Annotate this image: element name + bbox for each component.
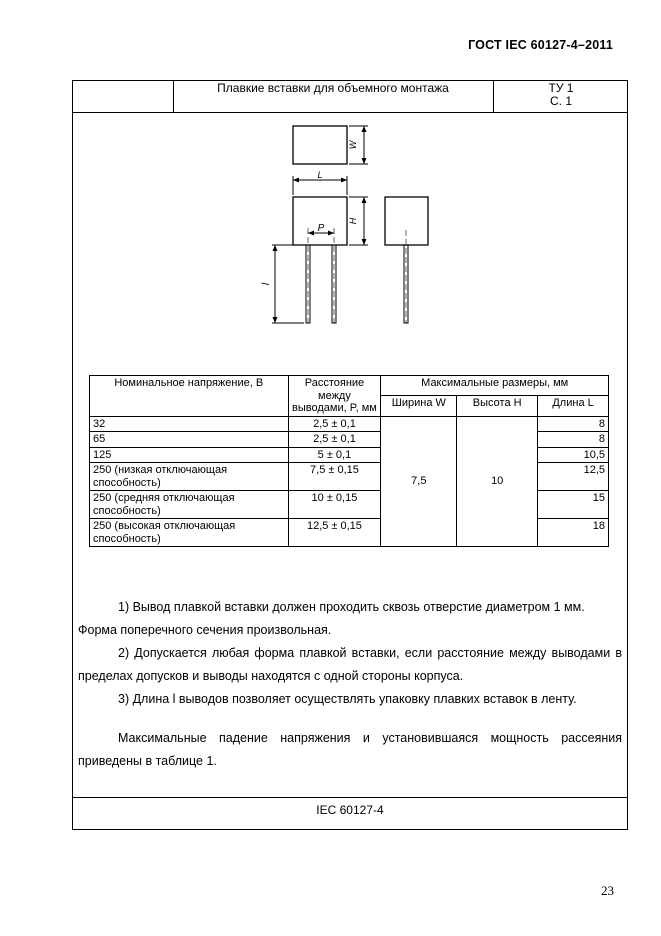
- cell-length: 18: [538, 519, 609, 547]
- page-number: 23: [601, 883, 614, 898]
- cell-voltage: 32: [90, 416, 289, 432]
- label-p: P: [317, 223, 325, 234]
- cell-pitch: 10 ± 0,15: [288, 491, 381, 519]
- top-view-body: [293, 126, 347, 164]
- note-3: 3) Длина l выводов позволяет осуществлять упаковку плавких вставок в ленту.: [118, 692, 577, 706]
- table-row: [90, 416, 609, 432]
- cell-length: 8: [538, 432, 609, 448]
- sheet-title: Плавкие вставки для объемного монтажа: [217, 81, 449, 95]
- cell-pitch: 5 ± 0,1: [288, 447, 381, 463]
- dimensions-table: [89, 375, 609, 547]
- footer-row-line: [73, 797, 627, 798]
- cell-voltage: 250 (средняя отключающая способность): [90, 491, 289, 519]
- sheet-code-tu: ТУ 1: [548, 81, 574, 95]
- note-1-continued: Форма поперечного сечения произвольная.: [78, 623, 332, 637]
- cell-length: 10,5: [538, 447, 609, 463]
- footer-standard: IEC 60127-4: [316, 803, 384, 817]
- header-width: Ширина W: [381, 396, 457, 416]
- standard-header: ГОСТ IEC 60127-4–2011: [468, 38, 613, 52]
- header-voltage: Номинальное напряжение, В: [90, 376, 289, 417]
- cell-voltage: 65: [90, 432, 289, 448]
- cell-width: 7,5: [381, 416, 457, 547]
- note-1: 1) Вывод плавкой вставки должен проходить сквозь отверстие диаметром 1 мм.: [118, 600, 585, 614]
- cell-height: 10: [457, 416, 538, 547]
- notes-block: [78, 596, 622, 773]
- header-length: Длина L: [538, 396, 609, 416]
- label-w: W: [348, 140, 358, 150]
- cell-pitch: 12,5 ± 0,15: [288, 519, 381, 547]
- header-pitch: Расстояние между выводами, P, мм: [288, 376, 381, 417]
- note-2: 2) Допускается любая форма плавкой вставки, если расстояние между выводами в пределах допусков и выводы находятся с одной стороны корпуса.: [78, 646, 622, 683]
- cell-length: 12,5: [538, 463, 609, 491]
- cell-pitch: 7,5 ± 0,15: [288, 463, 381, 491]
- note-reference: Максимальные падение напряжения и установившаяся мощность рассеяния приведены в таблице 1.: [78, 731, 622, 768]
- label-l: L: [317, 170, 323, 180]
- cell-voltage: 250 (высокая отключающая способность): [90, 519, 289, 547]
- front-view-body: [293, 197, 347, 245]
- sheet-code-page: С. 1: [549, 94, 572, 108]
- label-h: H: [348, 217, 358, 225]
- cell-pitch: 2,5 ± 0,1: [288, 416, 381, 432]
- cell-voltage: 125: [90, 447, 289, 463]
- fuse-drawing: [240, 118, 450, 333]
- cell-length: 15: [538, 491, 609, 519]
- label-lead: l: [261, 282, 272, 286]
- cell-voltage: 250 (низкая отключающая способность): [90, 463, 289, 491]
- side-view-body: [385, 197, 428, 245]
- cell-length: 8: [538, 416, 609, 432]
- sheet-code: [493, 81, 629, 108]
- header-max-dimensions: Максимальные размеры, мм: [381, 376, 609, 396]
- cell-pitch: 2,5 ± 0,1: [288, 432, 381, 448]
- header-height: Высота H: [457, 396, 538, 416]
